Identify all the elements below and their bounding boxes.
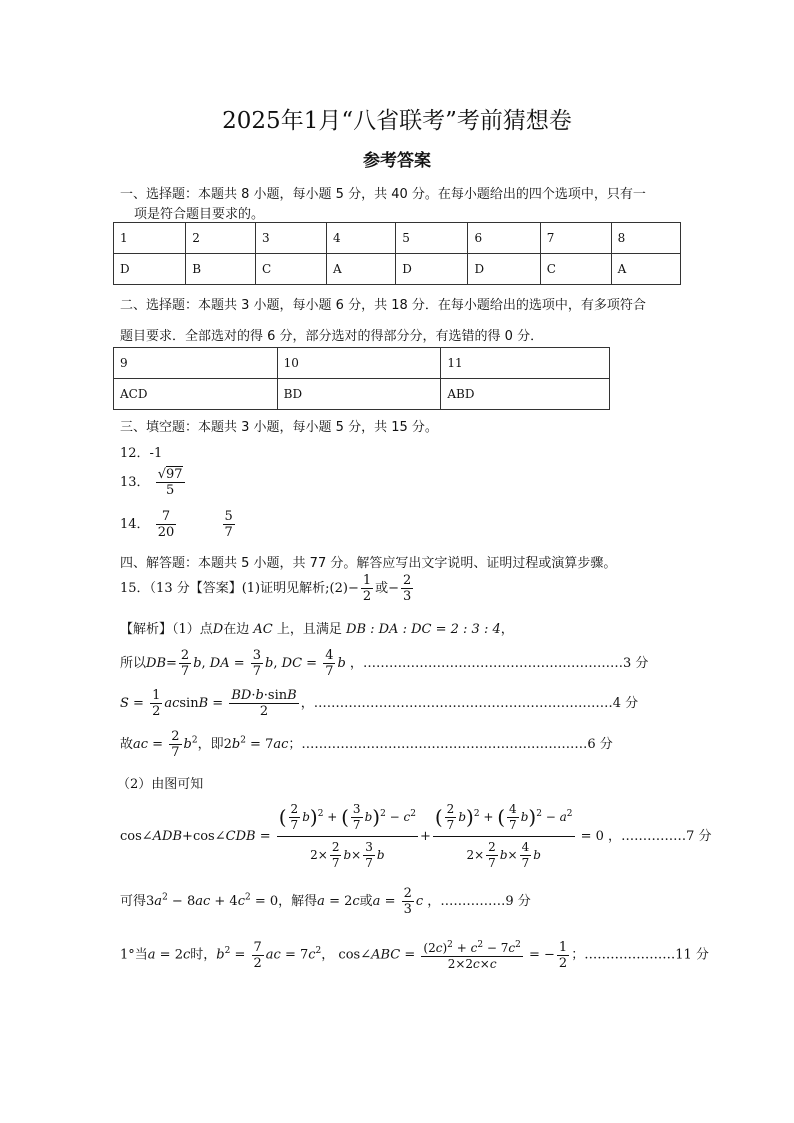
fraction: ( $\frac{2}{7}$ b)$^2$ + ( $\frac{4}{7}$ $b)^2 - a^2$ 2× $\frac{2}{7}$ b× $\frac{4}{7}$ b — [434, 802, 573, 870]
section4-heading: 四、解答题：本题共 5 小题，共 77 分。解答应写出文字说明、证明过程或演算步骤。 — [120, 556, 617, 571]
table-row — [114, 254, 681, 285]
table-cell: A — [611, 254, 680, 285]
text: 1°当 — [120, 947, 148, 963]
fraction: $\frac{2}{7}$ — [171, 729, 180, 760]
fraction: $\frac{(2c)^2 + c^2 - 7c^2}{2\times 2c\times c}$ — [423, 940, 521, 971]
text: 或 — [359, 894, 373, 909]
section1-heading: 一、选择题：本题共 8 小题，每小题 5 分，共 40 分。在每小题给出的四个选项中，只有一 — [120, 187, 646, 202]
table-cell: 10 — [277, 348, 441, 379]
table-cell: D — [396, 254, 468, 285]
q12-value: -1 — [149, 446, 163, 461]
section1-answer-table — [113, 222, 681, 285]
sqrt-numerator: √97 — [157, 467, 183, 482]
text: ，解得 — [278, 894, 318, 909]
fraction: $\frac{1}{2}$ — [558, 939, 568, 971]
text: 在边 — [223, 622, 250, 637]
table-cell: 3 — [256, 223, 327, 254]
section1-heading-cont: 项是符合题目要求的。 — [134, 207, 265, 222]
q14-fraction-1 — [156, 509, 177, 540]
text: ，即 — [197, 737, 224, 752]
q13-answer — [120, 467, 187, 498]
q15-heading: 15．（13 分【答案】(1)证明见解析;(2) — [120, 581, 348, 596]
or-text: 或 — [375, 581, 389, 596]
table-row — [114, 379, 610, 410]
page-subtitle: 参考答案 — [363, 151, 431, 171]
fraction: $\frac{2}{3}$ — [403, 573, 412, 604]
table-cell: B — [186, 254, 256, 285]
table-cell: C — [256, 254, 327, 285]
text: 上，且满足 — [276, 622, 342, 637]
fraction: $\frac{1}{2}$ — [362, 573, 372, 604]
table-cell: 7 — [540, 223, 611, 254]
table-cell: 8 — [611, 223, 680, 254]
score: 9 分 — [505, 894, 531, 909]
page-title: 2025年1月“八省联考”考前猜想卷 — [222, 108, 572, 134]
analysis-line-ac: 故ac = $\frac{2}{7}$ $b^2$，即$2b^2 = 7ac$；…………………………………………………………6 分 — [120, 729, 613, 760]
score: 11 分 — [675, 947, 709, 963]
q12-label: 12． — [120, 446, 150, 461]
analysis-line-db: 所以DB= $\frac{2}{7}$ b, DA = $\frac{3}{7}$ b, DC = $\frac{4}{7}$ b ，……………………………………………………3 分 — [120, 648, 649, 679]
score: 3 分 — [622, 656, 649, 671]
fraction: $\frac{1}{2}$ — [152, 688, 161, 719]
fraction: $\frac{7}{2}$ — [253, 939, 262, 971]
table-cell: ACD — [114, 379, 278, 410]
text: 时， — [190, 947, 217, 963]
fraction: ( $\frac{2}{7}$ b)$^2$ + ( $\frac{3}{7}$ $b)^2 - c^2$ 2× $\frac{2}{7}$ b× $\frac{3}{7}$ b — [278, 802, 416, 870]
section2-heading: 二、选择题：本题共 3 小题，每小题 6 分，共 18 分．在每小题给出的选项中，有多项符合 — [120, 298, 646, 313]
score: 6 分 — [587, 737, 613, 752]
q15-answer-line: 15．（13 分【答案】(1)证明见解析;(2)− $\frac{1}{2}$ 或− $\frac{2}{3}$ — [120, 573, 412, 604]
denominator: 20 — [157, 525, 175, 540]
radicand: 97 — [165, 467, 183, 482]
section2-answer-table — [113, 347, 610, 410]
q14-fraction-2 — [223, 509, 235, 540]
q14-answer — [120, 509, 237, 540]
q13-denominator: 5 — [165, 483, 175, 498]
table-cell: ABD — [441, 379, 610, 410]
text: （1）点 — [172, 622, 213, 637]
text: 故 — [120, 737, 134, 752]
table-row — [114, 348, 610, 379]
analysis-part1: 【解析】（1）点D在边 AC 上，且满足 DB : DA : DC = 2 : 3 : 4， — [120, 622, 514, 637]
section3-heading: 三、填空题：本题共 3 小题，每小题 5 分，共 15 分。 — [120, 420, 438, 435]
fraction: $\frac{2}{3}$ — [403, 886, 412, 917]
q14-label: 14． — [120, 517, 150, 532]
fraction: $\frac{BD\cdot b\cdot\sin B}{2}$ — [231, 688, 297, 719]
table-cell: 5 — [396, 223, 468, 254]
text: 可得 — [120, 894, 147, 909]
numerator: 5 — [224, 509, 233, 524]
numerator: 7 — [156, 509, 177, 525]
table-cell: D — [468, 254, 540, 285]
table-cell: BD — [277, 379, 441, 410]
table-cell: 2 — [186, 223, 256, 254]
denominator: 7 — [224, 525, 233, 540]
analysis-line-area: S = $\frac{1}{2}$ acsinB = $\frac{BD\cdot b\cdot\sin B}{2}$ ，……………………………………………………………4 分 — [120, 688, 639, 719]
ratio: DB : DA : DC = 2 : 3 : 4 — [346, 622, 501, 637]
table-cell: 4 — [326, 223, 395, 254]
score: 4 分 — [612, 696, 639, 711]
q13-label: 13． — [120, 475, 150, 490]
text: 所以 — [120, 656, 147, 671]
table-cell: D — [114, 254, 186, 285]
table-cell: C — [540, 254, 611, 285]
score: 7 分 — [686, 829, 712, 844]
table-cell: 1 — [114, 223, 186, 254]
table-cell: 6 — [468, 223, 540, 254]
analysis-label: 【解析】 — [120, 622, 173, 637]
table-row — [114, 223, 681, 254]
q12-answer — [120, 442, 162, 461]
table-cell: 11 — [441, 348, 610, 379]
fraction: $\frac{4}{7}$ — [325, 648, 334, 679]
part2-heading: （2）由图可知 — [117, 777, 204, 792]
table-cell: 9 — [114, 348, 278, 379]
fraction: $\frac{3}{7}$ — [252, 648, 262, 679]
case1-line: 1°当a = 2c时，$b^2$ = $\frac{7}{2}$ ac = $7c^2$， cos∠ABC = $\frac{(2c)^2 + c^2 - 7c^2}{2\times 2c\times c}$ = − $\frac{1}{2}$ ；…………………11 分 — [120, 939, 709, 971]
cosine-equation: cos∠ADB+cos∠CDB = ( $\frac{2}{7}$ b)$^2$ + ( $\frac{3}{7}$ $b)^2 - c^2$ 2× $\frac{2}{7}$ b× $\frac{3}{7}$ b + ( $\frac{2}{7}$ b)$^2$ + ( $\frac{4}{7}$ $b)^2 - a^2$ 2× $\frac{2}{7}$ b× $\frac{4}{7}$ b = 0 ，……………7 分 — [120, 802, 712, 870]
table-cell: A — [326, 254, 395, 285]
section2-heading-cont: 题目要求．全部选对的得 6 分，部分选对的得部分分，有选错的得 0 分． — [120, 329, 544, 344]
q13-fraction — [156, 467, 185, 498]
fraction: $\frac{2}{7}$ — [180, 648, 190, 679]
solve-line: 可得$3a^2 - 8ac + 4c^2 = 0$，解得a = 2c或a = $\frac{2}{3}$ c ，……………9 分 — [120, 886, 531, 917]
